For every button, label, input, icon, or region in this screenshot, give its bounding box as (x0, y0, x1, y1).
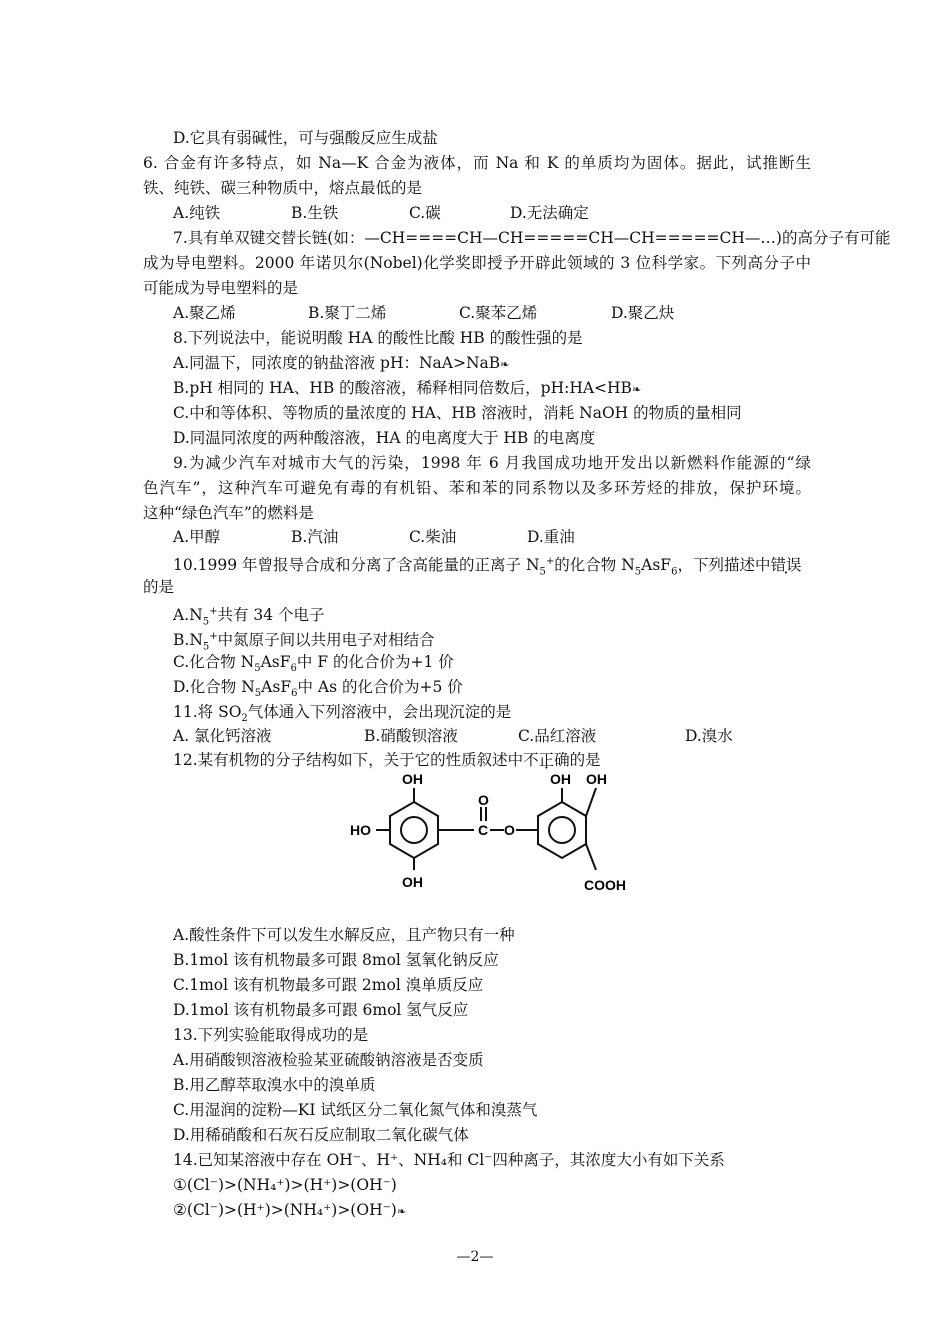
subscript: 5 (539, 566, 546, 578)
q12-option-c: C.1mol 该有机物最多可跟 2mol 溴单质反应 (173, 976, 484, 994)
q8-option-a-text: A.同温下，同浓度的钠盐溶液 pH：NaA>NaB (173, 354, 501, 372)
q9-stem-line2: 色汽车”，这种汽车可避免有毒的有机铅、苯和苯的同系物以及多环芳烃的排放，保护环境。 (143, 479, 811, 497)
q12-stem-text: 12.某有机物的分子结构如下，关于它的性质叙述中 (173, 751, 524, 769)
q6-stem-line2: 铁、纯铁、碳三种物质中，熔点最低的是 (143, 179, 423, 197)
subscript: 6 (671, 566, 678, 578)
label-oh-top-right2: OH (586, 771, 607, 787)
subscript: 6 (291, 688, 298, 700)
superscript: + (545, 556, 555, 567)
q10-stem-text: 10.1999 年曾报导合成和分离了含高能量的正离子 N (173, 556, 540, 575)
q14-relation-2-text: ②(Cl⁻)>(H⁺)>(NH₄⁺)>(OH⁻) (173, 1201, 397, 1219)
option-text: 中 As 的化合价为+5 价 (297, 678, 463, 696)
q9-option-a: A.甲醇 (173, 528, 221, 546)
q11-option-a: A. 氯化钙溶液 (173, 727, 272, 745)
q10-stem-line2: 的是 (143, 578, 175, 596)
q13-option-a: A.用硝酸钡溶液检验某亚硫酸钠溶液是否变质 (173, 1051, 484, 1069)
subscript: 5 (202, 641, 210, 653)
q11-option-c: C.品红溶液 (518, 727, 597, 745)
option-text: D.化合物 N (173, 678, 255, 696)
option-text: 中氮原子间以共用电子对相结合 (217, 631, 435, 650)
emphasis-text: 错误 (770, 556, 802, 575)
q10-option-c (173, 652, 454, 679)
q6-option-c: C.碳 (409, 204, 441, 222)
q11-stem-text: 气体通入下列溶液中，会出现沉淀的是 (247, 703, 512, 721)
option-text: 共有 34 个电子 (217, 606, 325, 625)
label-o-carbonyl: O (478, 792, 489, 808)
q7-option-a: A.聚乙烯 (173, 304, 236, 322)
label-o-ester: O (504, 822, 515, 838)
q13-option-b: B.用乙醇萃取溴水中的溴单质 (173, 1076, 376, 1094)
q8-option-b (173, 378, 641, 400)
emphasis-text: 不正确 (523, 751, 570, 769)
scribble-icon: ❧ (396, 1205, 407, 1218)
subscript: 5 (634, 566, 642, 578)
q12-stem-text: 的是 (569, 751, 601, 769)
page-number: —2— (456, 1249, 494, 1265)
subscript: 5 (254, 663, 261, 675)
q6-option-b: B.生铁 (291, 204, 339, 222)
option-text: C.化合物 N (173, 653, 255, 671)
q14-relation-2 (173, 1200, 406, 1222)
right-ring-circle (549, 817, 575, 843)
q7-stem-line2: 成为导电塑料。2000 年诺贝尔(Nobel)化学奖即授予开辟此领域的 3 位科学家。下列高分子中 (143, 254, 811, 272)
q7-stem-line3: 可能成为导电塑料的是 (143, 279, 299, 297)
q8-option-b-text: B.pH 相同的 HA、HB 的酸溶液，稀释相同倍数后，pH:HA<HB (173, 379, 632, 397)
subscript: 2 (241, 713, 248, 725)
option-text: AsF (261, 678, 292, 696)
q10-stem-text: AsF (641, 556, 672, 575)
q14-relation-1: ①(Cl⁻)>(NH₄⁺)>(H⁺)>(OH⁻) (173, 1176, 397, 1194)
q9-option-d: D.重油 (527, 528, 575, 546)
label-oh-top-right1: OH (550, 771, 571, 787)
q6-option-d: D.无法确定 (510, 204, 589, 222)
q14-stem: 14.已知某溶液中存在 OH⁻、H⁺、NH₄和 Cl⁻四种离子，其浓度大小有如下关系 (173, 1151, 725, 1169)
q8-stem: 8.下列说法中，能说明酸 HA 的酸性比酸 HB 的酸性强的是 (173, 329, 583, 347)
q6-option-a: A.纯铁 (173, 204, 221, 222)
q6-stem-line1: 6. 合金有许多特点，如 Na—K 合金为液体，而 Na 和 K 的单质均为固体。据此，试推断生 (143, 154, 811, 172)
subscript: 6 (290, 663, 297, 675)
q7-stem-line1: 7.具有单双键交替长链(如：—CH====CH—CH=====CH—CH=====CH—…)的高分子有可能 (173, 229, 891, 247)
label-oh-top-left: OH (402, 771, 423, 787)
subscript: 5 (202, 616, 210, 628)
molecule-structure (340, 770, 650, 902)
q8-option-c: C.中和等体积、等物质的量浓度的 HA、HB 溶液时，消耗 NaOH 的物质的量相同 (173, 404, 742, 422)
scribble-icon: ❧ (631, 383, 642, 396)
superscript: + (209, 606, 218, 617)
q10-option-d (173, 677, 463, 704)
q12-option-d: D.1mol 该有机物最多可跟 6mol 氢气反应 (173, 1001, 469, 1019)
superscript: + (209, 631, 218, 642)
q7-option-c: C.聚苯乙烯 (459, 304, 538, 322)
q9-option-c: C.柴油 (409, 528, 457, 546)
q11-option-d: D.溴水 (685, 727, 733, 745)
q7-option-b: B.聚丁二烯 (308, 304, 387, 322)
label-c: C (478, 822, 489, 838)
q10-stem-text: ，下列描述中 (677, 556, 771, 575)
right-benzene-ring (538, 802, 586, 858)
q8-option-d: D.同温同浓度的两种酸溶液，HA 的电离度大于 HB 的电离度 (173, 429, 596, 447)
q12-stem (173, 750, 601, 770)
q12-option-a: A.酸性条件下可以发生水解反应，且产物只有一种 (173, 926, 515, 944)
option-text: AsF (260, 653, 291, 671)
q10-stem-text: 的化合物 N (554, 556, 635, 575)
q11-stem-text: 11.将 SO (173, 703, 242, 721)
subscript: 5 (254, 688, 262, 700)
left-benzene-ring (390, 802, 438, 858)
q7-option-d: D.聚乙炔 (611, 304, 675, 322)
q12-option-b: B.1mol 该有机物最多可跟 8mol 氢氧化钠反应 (173, 951, 499, 969)
option-text: A.N (173, 606, 203, 625)
q8-option-a (173, 353, 509, 375)
q13-stem: 13.下列实验能取得成功的是 (173, 1026, 369, 1044)
q13-option-d: D.用稀硝酸和石灰石反应制取二氧化碳气体 (173, 1126, 469, 1144)
label-cooh: COOH (584, 877, 626, 893)
q5-option-d: D.它具有弱碱性，可与强酸反应生成盐 (173, 129, 438, 147)
left-ring-circle (401, 817, 427, 843)
q9-stem-line3: 这种“绿色汽车”的燃料是 (143, 504, 314, 522)
q13-option-c: C.用湿润的淀粉—KI 试纸区分二氧化氮气体和溴蒸气 (173, 1101, 538, 1119)
option-text: 中 F 的化合价为+1 价 (296, 653, 454, 671)
option-text: B.N (173, 631, 203, 650)
q9-option-b: B.汽油 (291, 528, 339, 546)
q11-option-b: B.硝酸钡溶液 (364, 727, 458, 745)
label-ho-left: HO (350, 822, 371, 838)
q10-stem-line1 (173, 552, 801, 582)
label-oh-bottom-left: OH (402, 874, 423, 890)
scribble-icon: ❧ (500, 358, 510, 371)
q9-stem-line1: 9.为减少汽车对城市大气的污染，1998 年 6 月我国成功地开发出以新燃料作能源的“绿 (173, 454, 811, 472)
